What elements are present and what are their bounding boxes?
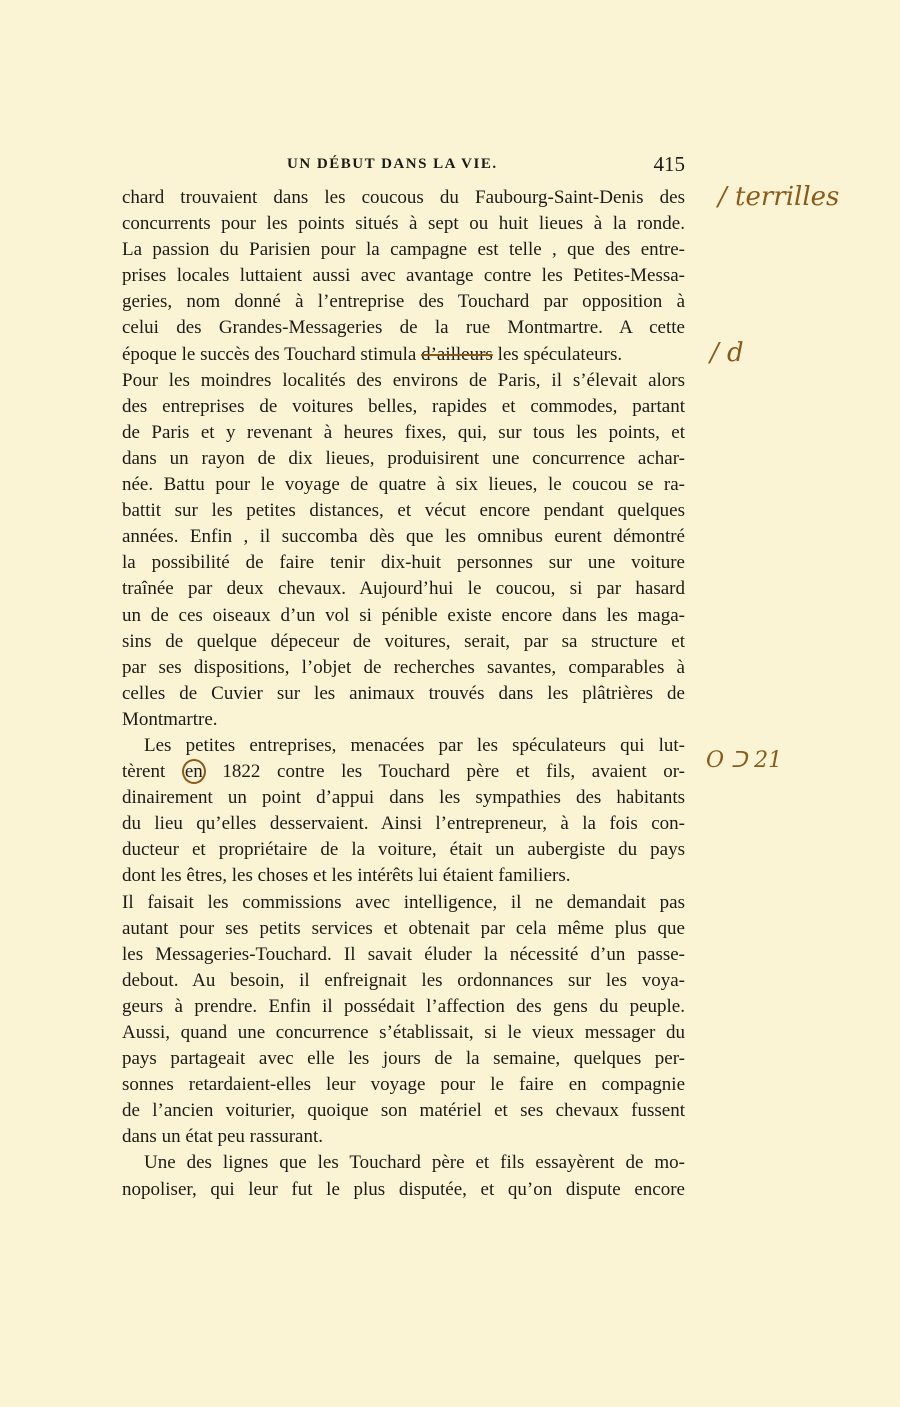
line-text: les Messageries-Touchard. Il savait éluder la nécessité d’un passe- (122, 943, 685, 965)
line-text: la possibilité de faire tenir dix-huit personnes sur une voiture (122, 552, 685, 574)
line-text: Aussi, quand une concurrence s’établissait, si le vieux messager du (122, 1022, 685, 1043)
line-text: Les petites entreprises, menacées par les spéculateurs qui lut- (144, 734, 685, 756)
line-text: tèrent (122, 761, 166, 783)
text-line (122, 289, 685, 315)
line-text: du lieu qu’elles desservaient. Ainsi l’entrepreneur, à la fois con- (122, 813, 685, 835)
text-line (122, 863, 685, 889)
line-text: dans un rayon de dix lieues, produisirent une concurrence achar- (122, 447, 685, 469)
line-text: dans un état peu rassurant. (122, 1126, 324, 1148)
line-text: ducteur et propriétaire de la voiture, était un aubergiste du pays (122, 839, 685, 861)
text-line (122, 315, 685, 341)
text-line (122, 368, 685, 394)
text-line (122, 1020, 685, 1046)
text-line (122, 994, 685, 1020)
text-line (122, 185, 685, 211)
line-text: un de ces oiseaux d’un vol si pénible existe encore dans les maga- (122, 604, 685, 626)
text-line (122, 420, 685, 446)
text-line (122, 263, 685, 289)
line-text: Pour les moindres localités des environs de Paris, il s’élevait alors (122, 369, 685, 391)
text-line (122, 1150, 685, 1176)
margin-annotation-date: O ᑐ 21 (706, 748, 783, 773)
line-text: née. Battu pour le voyage de quatre à six lieues, le coucou se ra- (122, 474, 685, 496)
text-line (122, 707, 685, 733)
line-text: Il faisait les commissions avec intelligence, il ne demandait pas (122, 891, 685, 913)
text-line (122, 916, 685, 942)
line-text: traînée par deux chevaux. Aujourd’hui le coucou, si par hasard (122, 578, 685, 600)
text-line (122, 733, 685, 759)
line-text: concurrents pour les points situés à sept ou huit lieues à la ronde. (122, 213, 685, 235)
line-text: sonnes retardaient-elles leur voyage pour le faire en compagnie (122, 1074, 685, 1096)
line-text: battit sur les petites distances, et vécut encore pendant quelques (122, 500, 685, 522)
text-line (122, 550, 685, 576)
text-line (122, 968, 685, 994)
line-text: celles de Cuvier sur les animaux trouvés dans les plâtrières de (122, 682, 685, 704)
page-number: 415 (653, 152, 685, 176)
line-text: prises locales luttaient aussi avec avantage contre les Petites-Messa- (122, 265, 685, 287)
text-line (122, 237, 685, 263)
text-line (122, 446, 685, 472)
struck-word: d’ailleurs (421, 343, 493, 365)
text-line (122, 655, 685, 681)
line-text: des entreprises de voitures belles, rapides et commodes, partant (122, 395, 685, 417)
running-title: UN DÉBUT DANS LA VIE. (287, 156, 498, 172)
line-text: de l’ancien voiturier, quoique son matériel et ses chevaux fussent (122, 1100, 685, 1122)
line-text: La passion du Parisien pour la campagne est telle , que des entre- (122, 239, 685, 261)
page-body-text (122, 185, 685, 1203)
text-line (122, 890, 685, 916)
line-text: Montmartre. (122, 708, 218, 730)
line-text: de Paris et y revenant à heures fixes, qui, sur tous les points, et (122, 421, 685, 443)
text-line (122, 394, 685, 420)
line-text: dinairement un point d’appui dans les sympathies des habitants (122, 787, 685, 809)
line-text: par ses dispositions, l’objet de recherches savantes, comparables à (122, 656, 685, 678)
text-line (122, 1072, 685, 1098)
line-text: nopoliser, qui leur fut le plus disputée, et qu’on dispute encore (122, 1178, 685, 1200)
line-text: époque le succès des Touchard stimula (122, 343, 417, 365)
line-text: années. Enfin , il succomba dès que les omnibus eurent démontré (122, 526, 685, 548)
text-line (122, 524, 685, 550)
text-line (122, 1177, 685, 1203)
text-line (122, 211, 685, 237)
text-line (122, 837, 685, 863)
line-text: les spéculateurs. (497, 343, 623, 365)
line-text: celui des Grandes-Messageries de la rue Montmartre. A cette (122, 317, 685, 339)
line-text: chard trouvaient dans les coucous du Faubourg-Saint-Denis des (122, 187, 685, 208)
text-line (122, 498, 685, 524)
line-text: sins de quelque dépeceur de voitures, serait, par sa structure et (122, 630, 685, 652)
circled-word: en (182, 759, 206, 784)
line-text: pays partageait avec elle les jours de la semaine, quelques per- (122, 1048, 685, 1070)
text-line (122, 785, 685, 811)
text-line (122, 603, 685, 629)
text-line (122, 629, 685, 655)
line-text: 1822 contre les Touchard père et fils, avaient or- (222, 761, 686, 783)
line-text: Une des lignes que les Touchard père et fils essayèrent de mo- (144, 1152, 685, 1174)
text-line (122, 472, 685, 498)
text-line (122, 576, 685, 602)
text-line (122, 1046, 685, 1072)
text-line (122, 1098, 685, 1124)
text-line (122, 942, 685, 968)
margin-annotation-delete: / d (710, 338, 744, 368)
margin-annotation-correction: / terrilles (718, 182, 840, 212)
page-header (122, 152, 685, 182)
text-line (122, 342, 685, 368)
text-line (122, 1124, 685, 1150)
text-line (122, 811, 685, 837)
line-text: debout. Au besoin, il enfreignait les ordonnances sur les voya- (122, 969, 685, 991)
text-line (122, 681, 685, 707)
line-text: geries, nom donné à l’entreprise des Touchard par opposition à (122, 291, 685, 313)
line-text: autant pour ses petits services et obtenait par cela même plus que (122, 917, 685, 939)
line-text: geurs à prendre. Enfin il possédait l’affection des gens du peuple. (122, 995, 685, 1017)
text-line (122, 759, 685, 785)
line-text: dont les êtres, les choses et les intérêts lui étaient familiers. (122, 865, 571, 887)
